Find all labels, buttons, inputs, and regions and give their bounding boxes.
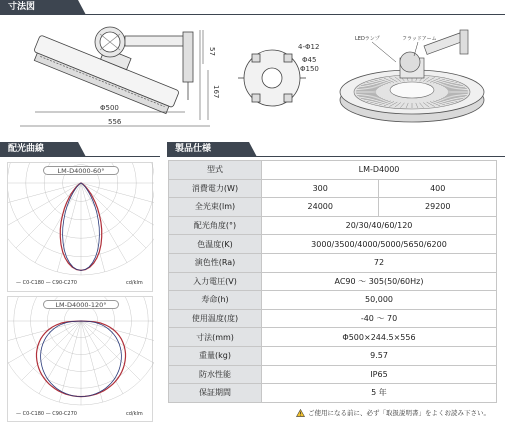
spec-value: 400	[379, 179, 497, 198]
label-flood-arm: フラッドアーム	[402, 36, 437, 42]
spec-label: 使用温度(度)	[169, 309, 262, 328]
spec-label: 重量(kg)	[169, 346, 262, 365]
warning-icon	[296, 409, 305, 417]
spec-row	[169, 309, 497, 328]
section-header-light-distribution: 配光曲線	[0, 142, 78, 157]
spec-label: 全光束(lm)	[169, 198, 262, 217]
spec-label: 型式	[169, 161, 262, 180]
dim-phi150: Φ150	[300, 65, 319, 73]
dim-phi500: Φ500	[100, 104, 119, 112]
spec-label: 配光角度(°)	[169, 216, 262, 235]
polar-plot	[8, 163, 154, 291]
label-led-lamp: LEDランプ	[355, 36, 380, 42]
spec-label: 演色性(Ra)	[169, 253, 262, 272]
usage-note	[296, 408, 490, 417]
spec-value: 50,000	[262, 291, 497, 310]
spec-row	[169, 235, 497, 254]
spec-row	[169, 384, 497, 403]
spec-row	[169, 253, 497, 272]
spec-value: 3000/3500/4000/5000/5650/6200	[262, 235, 497, 254]
spec-row	[169, 328, 497, 347]
spec-value: AC90 ～ 305(50/60Hz)	[262, 272, 497, 291]
spec-value: 20/30/40/60/120	[262, 216, 497, 235]
polar-chart-120	[7, 296, 153, 422]
polar-grid	[8, 297, 154, 405]
polar-unit: cd/klm	[126, 411, 143, 417]
spec-row	[169, 179, 497, 198]
dim-phi45: Φ45	[302, 56, 317, 64]
polar-legend: — C0-C180 — C90-C270	[16, 411, 77, 417]
spec-row	[169, 346, 497, 365]
spec-value: 29200	[379, 198, 497, 217]
polar-chart-60	[7, 162, 153, 292]
spec-row	[169, 198, 497, 217]
spec-row	[169, 291, 497, 310]
polar-unit: cd/klm	[126, 280, 143, 286]
spec-row	[169, 365, 497, 384]
section-rule	[78, 156, 160, 157]
polar-legend: — C0-C180 — C90-C270	[16, 280, 77, 286]
spec-value: IP65	[262, 365, 497, 384]
dim-width-556: 556	[108, 118, 122, 126]
polar-title: LM-D4000-120°	[43, 300, 119, 309]
spec-value: 72	[262, 253, 497, 272]
spec-value: 9.57	[262, 346, 497, 365]
spec-label: 寿命(h)	[169, 291, 262, 310]
spec-row	[169, 272, 497, 291]
usage-note-text: ご使用になる前に、必ず「取扱説明書」をよくお読み下さい。	[308, 409, 490, 417]
mount-view	[238, 50, 306, 106]
spec-label: 色温度(K)	[169, 235, 262, 254]
product-perspective	[340, 30, 484, 122]
section-header-dimensions: 寸法図	[0, 0, 78, 15]
spec-value: 5 年	[262, 384, 497, 403]
polar-plot	[8, 297, 154, 421]
side-view	[31, 24, 193, 115]
spec-label: 防水性能	[169, 365, 262, 384]
spec-value: 300	[262, 179, 379, 198]
spec-label: 寸法(mm)	[169, 328, 262, 347]
spec-label: 消費電力(W)	[169, 179, 262, 198]
dim-hole: 4-Φ12	[298, 43, 320, 51]
spec-label: 保証期間	[169, 384, 262, 403]
spec-value: LM-D4000	[262, 161, 497, 180]
spec-table	[168, 160, 497, 403]
polar-title: LM-D4000-60°	[43, 166, 119, 175]
section-rule	[249, 156, 505, 157]
spec-label: 入力電圧(V)	[169, 272, 262, 291]
section-header-specs: 製品仕様	[167, 142, 249, 157]
spec-value: Φ500×244.5×556	[262, 328, 497, 347]
spec-value: 24000	[262, 198, 379, 217]
spec-row	[169, 161, 497, 180]
polar-grid	[8, 163, 154, 275]
dimension-drawing	[0, 0, 505, 138]
spec-value: -40 ～ 70	[262, 309, 497, 328]
dim-height-167: 167	[212, 85, 220, 99]
dim-height-57: 57	[208, 47, 216, 56]
spec-row	[169, 216, 497, 235]
